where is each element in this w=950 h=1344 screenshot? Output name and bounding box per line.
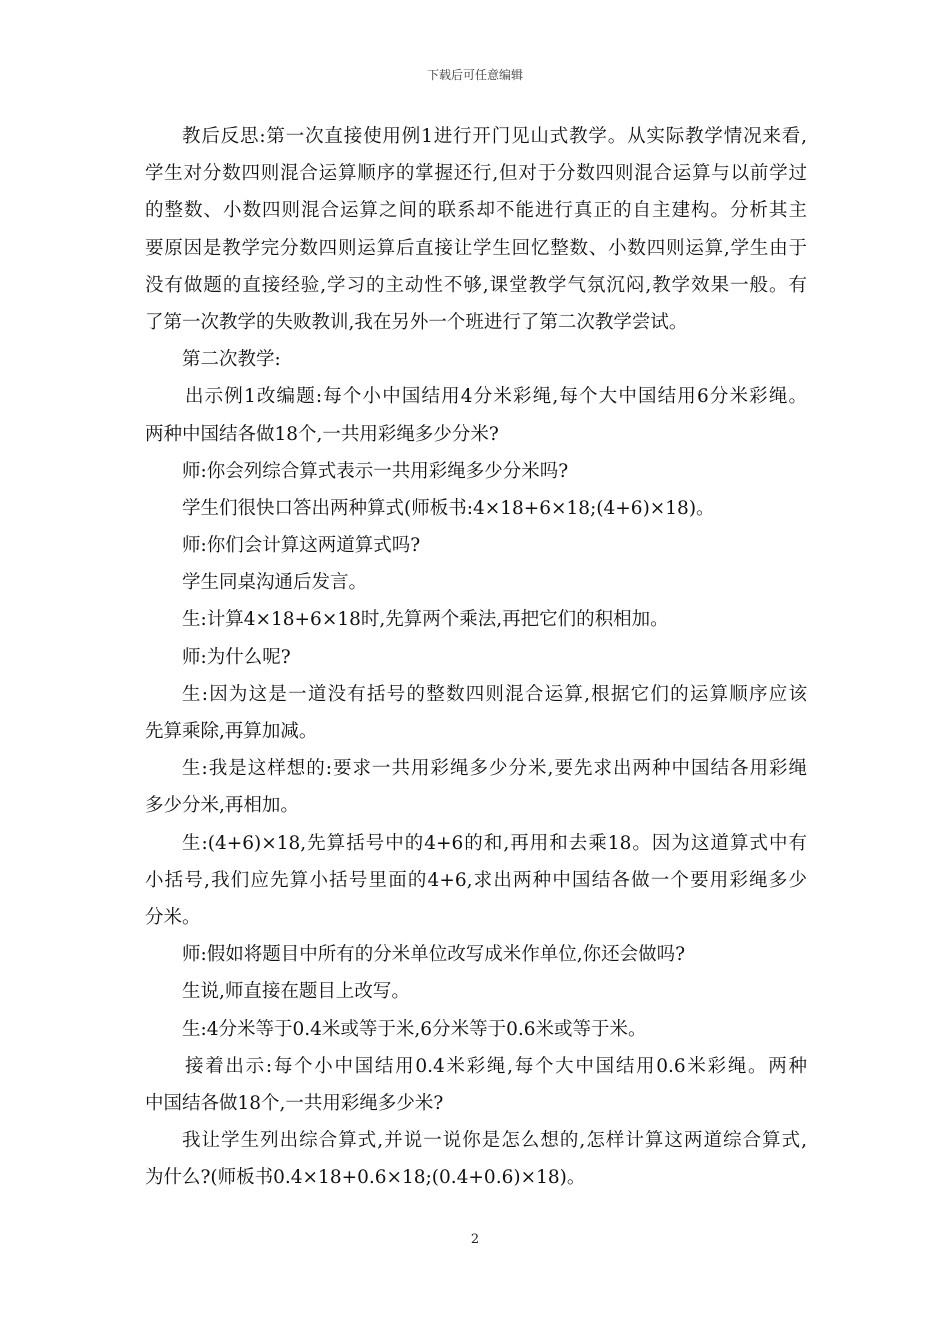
paragraph-line: 的整数、小数四则混合运算之间的联系却不能进行真正的自主建构。分析其主 xyxy=(145,200,807,222)
paragraph-line: 没有做题的直接经验,学习的主动性不够,课堂教学气氛沉闷,教学效果一般。有 xyxy=(145,274,807,296)
paragraph-line: 接着出示:每个小中国结用0.4米彩绳,每个大中国结用0.6米彩绳。两种 xyxy=(185,1055,807,1077)
paragraph-line: 师:你会列综合算式表示一共用彩绳多少分米吗? xyxy=(182,460,569,482)
paragraph-line: 生:4分米等于0.4米或等于米,6分米等于0.6米或等于米。 xyxy=(182,1018,647,1040)
paragraph-line: 分米。 xyxy=(145,906,201,928)
paragraph-line: 为什么?(师板书0.4×18+0.6×18;(0.4+0.6)×18)。 xyxy=(145,1167,586,1189)
paragraph-line: 生:计算4×18+6×18时,先算两个乘法,再把它们的积相加。 xyxy=(182,609,669,631)
paragraph-line: 师:你们会计算这两道算式吗? xyxy=(182,535,421,557)
page-number: 2 xyxy=(470,1232,480,1247)
paragraph-line: 学生同桌沟通后发言。 xyxy=(182,572,368,594)
paragraph-line: 先算乘除,再算加减。 xyxy=(145,721,318,742)
paragraph-line: 出示例1改编题:每个小中国结用4分米彩绳,每个大中国结用6分米彩绳。 xyxy=(185,386,807,408)
paragraph-line: 第二次教学: xyxy=(182,349,281,371)
paragraph-line: 学生对分数四则混合运算顺序的掌握还行,但对于分数四则混合运算与以前学过 xyxy=(145,163,807,185)
paragraph-line: 师:假如将题目中所有的分米单位改写成米作单位,你还会做吗? xyxy=(182,944,686,966)
paragraph-line: 两种中国结各做18个,一共用彩绳多少分米? xyxy=(145,423,499,445)
paragraph-line: 我让学生列出综合算式,并说一说你是怎么想的,怎样计算这两道综合算式, xyxy=(182,1130,807,1152)
page-header: 下载后可任意编辑 xyxy=(426,68,523,82)
paragraph-line: 教后反思:第一次直接使用例1进行开门见山式教学。从实际教学情况来看, xyxy=(182,126,807,147)
paragraph-line: 中国结各做18个,一共用彩绳多少米? xyxy=(145,1092,444,1114)
document-body xyxy=(145,118,807,1196)
paragraph-line: 生:因为这是一道没有括号的整数四则混合运算,根据它们的运算顺序应该 xyxy=(182,683,807,705)
paragraph-line: 小括号,我们应先算小括号里面的4+6,求出两种中国结各做一个要用彩绳多少 xyxy=(145,869,807,891)
paragraph-line: 生:我是这样想的:要求一共用彩绳多少分米,要先求出两种中国结各用彩绳 xyxy=(182,758,807,780)
paragraph-line: 多少分米,再相加。 xyxy=(145,795,299,817)
paragraph-line: 师:为什么呢? xyxy=(182,646,291,668)
paragraph-line: 生说,师直接在题目上改写。 xyxy=(182,981,410,1003)
paragraph-line: 了第一次教学的失败教训,我在另外一个班进行了第二次教学尝试。 xyxy=(145,311,688,333)
paragraph-line: 学生们很快口答出两种算式(师板书:4×18+6×18;(4+6)×18)。 xyxy=(182,497,715,519)
paragraph-line: 生:(4+6)×18,先算括号中的4+6的和,再用和去乘18。因为这道算式中有 xyxy=(182,832,807,854)
paragraph-line: 要原因是教学完分数四则运算后直接让学生回忆整数、小数四则运算,学生由于 xyxy=(145,237,807,259)
